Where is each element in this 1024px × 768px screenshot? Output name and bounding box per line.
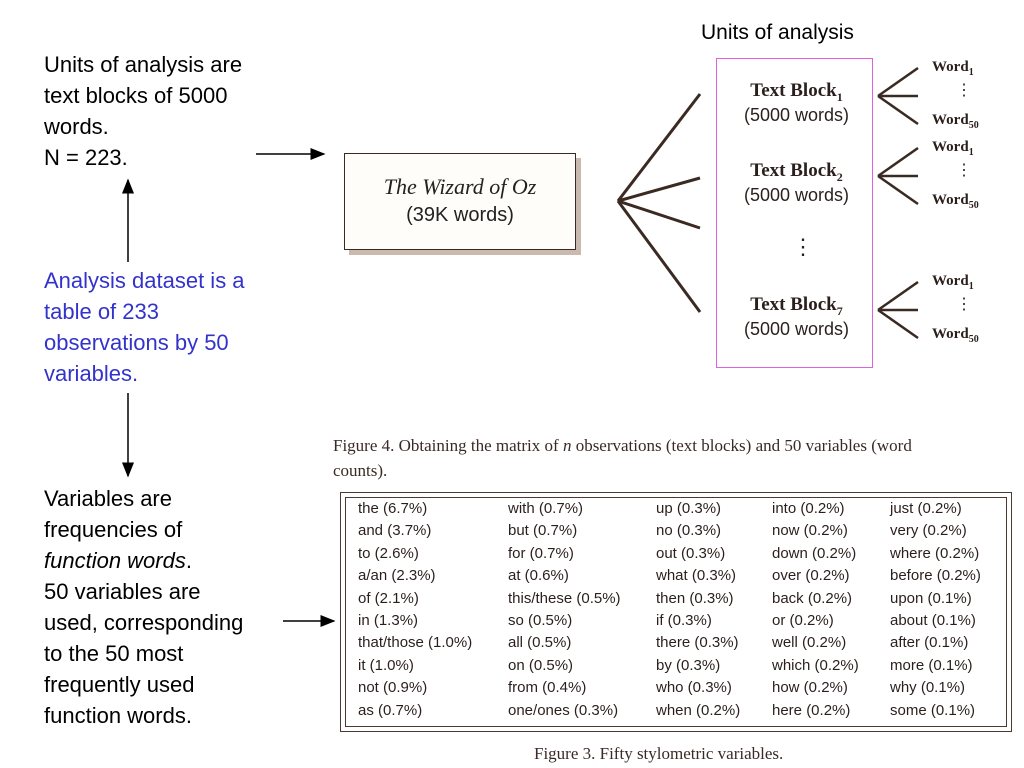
text-block-words: (5000 words) — [743, 184, 850, 205]
table-cell: this/these (0.5%) — [508, 589, 621, 607]
table-cell: not (0.9%) — [358, 679, 428, 697]
figure4-caption — [333, 433, 912, 483]
table-cell: which (0.2%) — [772, 656, 859, 674]
table-cell: in (1.3%) — [358, 611, 419, 629]
units-note-line: N = 223. — [44, 145, 128, 170]
word-sub: 50 — [968, 334, 979, 345]
table-cell: that/those (1.0%) — [358, 634, 473, 652]
word-last — [932, 112, 979, 131]
dataset-note-line: Analysis dataset is a — [44, 268, 245, 293]
text-block-words: (5000 words) — [743, 318, 850, 339]
variables-note-line: frequently used — [44, 672, 195, 697]
table-cell: all (0.5%) — [508, 634, 572, 652]
table-cell: upon (0.1%) — [890, 589, 972, 607]
book-box — [344, 153, 576, 250]
table-cell: if (0.3%) — [656, 611, 712, 629]
table-cell: where (0.2%) — [890, 544, 980, 562]
units-of-analysis-label: Units of analysis — [701, 21, 854, 44]
figure3-caption: Figure 3. Fifty stylometric variables. — [534, 744, 784, 763]
book-word-count: (39K words) — [406, 204, 514, 226]
table-cell: no (0.3%) — [656, 522, 722, 540]
word-sub: 50 — [968, 200, 979, 211]
variables-note-line: frequencies of — [44, 517, 183, 542]
word-sub: 1 — [968, 147, 974, 158]
word-fan-7 — [878, 282, 918, 338]
word-label: Word — [932, 326, 969, 342]
text-block-2 — [724, 160, 869, 206]
table-cell: out (0.3%) — [656, 544, 726, 562]
caption-text: Figure 4. Obtaining the matrix of — [333, 436, 563, 455]
word-sub: 1 — [968, 281, 974, 292]
table-cell: well (0.2%) — [772, 634, 847, 652]
table-cell: what (0.3%) — [656, 567, 737, 585]
variables-note — [44, 483, 243, 731]
table-cell: some (0.1%) — [890, 701, 976, 719]
table-cell: up (0.3%) — [656, 500, 722, 517]
text-block-label: Text Block — [750, 80, 837, 101]
text-block-1 — [724, 80, 869, 126]
caption-italic: n — [562, 436, 572, 455]
table-cell: one/ones (0.3%) — [508, 701, 619, 719]
word-dots: ⋮ — [956, 296, 972, 313]
word-first — [932, 273, 974, 292]
units-note-line: Units of analysis are — [44, 52, 243, 77]
table-cell: so (0.5%) — [508, 611, 573, 629]
text-block-label: Text Block — [750, 160, 837, 181]
word-dots: ⋮ — [956, 82, 972, 99]
table-column — [358, 498, 472, 722]
function-words-italic: function words — [44, 548, 186, 573]
word-label: Word — [932, 139, 969, 155]
table-cell: there (0.3%) — [656, 634, 739, 652]
caption-text: observations (text blocks) and 50 variables (word — [571, 436, 912, 455]
table-cell: when (0.2%) — [656, 701, 741, 719]
table-column — [656, 498, 740, 722]
word-sub: 50 — [968, 120, 979, 131]
units-note-line: words. — [44, 114, 109, 139]
word-label: Word — [932, 59, 969, 75]
table-column — [772, 498, 859, 722]
units-note-line: text blocks of 5000 — [44, 83, 228, 108]
text-block-label: Text Block — [750, 294, 837, 315]
table-cell: on (0.5%) — [508, 656, 574, 674]
table-cell: after (0.1%) — [890, 634, 969, 652]
table-cell: to (2.6%) — [358, 544, 419, 562]
word-label: Word — [932, 112, 969, 128]
table-cell: of (2.1%) — [358, 589, 419, 607]
caption-text: counts). — [333, 461, 388, 480]
dataset-note-line: observations by 50 — [44, 330, 229, 355]
table-cell: over (0.2%) — [772, 567, 850, 585]
table-cell: the (6.7%) — [358, 500, 428, 517]
word-label: Word — [932, 273, 969, 289]
table-cell: then (0.3%) — [656, 589, 734, 607]
dataset-note-line: variables. — [44, 361, 139, 386]
text-block-sub: 1 — [836, 89, 843, 104]
table-cell: very (0.2%) — [890, 522, 967, 540]
table-cell: down (0.2%) — [772, 544, 857, 562]
table-cell: by (0.3%) — [656, 656, 721, 674]
table-cell: into (0.2%) — [772, 500, 845, 517]
variables-note-line: 50 variables are — [44, 579, 201, 604]
book-title: The Wizard of Oz — [383, 174, 537, 199]
word-dots: ⋮ — [956, 162, 972, 179]
table-cell: before (0.2%) — [890, 567, 981, 585]
word-fan-2 — [878, 148, 918, 204]
word-fan-1 — [878, 68, 918, 124]
word-first — [932, 139, 974, 158]
variables-note-line: used, corresponding — [44, 610, 244, 635]
table-cell: and (3.7%) — [358, 522, 432, 540]
text-block-7 — [724, 294, 869, 340]
table-cell: now (0.2%) — [772, 522, 848, 540]
table-cell: as (0.7%) — [358, 701, 423, 719]
word-last — [932, 326, 979, 345]
variables-note-line: Variables are — [44, 486, 172, 511]
table-cell: at (0.6%) — [508, 567, 569, 585]
word-sub: 1 — [968, 67, 974, 78]
units-note — [44, 49, 242, 173]
table-cell: with (0.7%) — [508, 500, 584, 517]
text-block-sub: 7 — [836, 303, 843, 318]
dataset-note — [44, 265, 245, 389]
table-cell: or (0.2%) — [772, 611, 834, 629]
text-block-words: (5000 words) — [743, 104, 850, 125]
variables-note-line: function words. — [44, 703, 192, 728]
table-cell: why (0.1%) — [890, 679, 966, 697]
text-block-sub: 2 — [836, 169, 843, 184]
table-cell: for (0.7%) — [508, 544, 574, 562]
table-cell: about (0.1%) — [890, 611, 976, 629]
blocks-ellipsis: ⋮ — [792, 234, 814, 259]
table-column — [890, 498, 981, 722]
table-cell: back (0.2%) — [772, 589, 853, 607]
table-cell: from (0.4%) — [508, 679, 587, 697]
word-first — [932, 59, 974, 78]
table-cell: a/an (2.3%) — [358, 567, 436, 585]
table-cell: here (0.2%) — [772, 701, 851, 719]
table-cell: who (0.3%) — [656, 679, 732, 697]
table-cell: more (0.1%) — [890, 656, 973, 674]
word-last — [932, 192, 979, 211]
variables-note-line: to the 50 most — [44, 641, 184, 666]
table-cell: but (0.7%) — [508, 522, 578, 540]
period: . — [185, 548, 192, 573]
table-cell: how (0.2%) — [772, 679, 848, 697]
table-column — [508, 498, 621, 722]
word-label: Word — [932, 192, 969, 208]
table-cell: it (1.0%) — [358, 656, 414, 674]
variables-note-line — [44, 545, 243, 576]
dataset-note-line: table of 233 — [44, 299, 159, 324]
table-cell: just (0.2%) — [890, 500, 962, 517]
book-fan — [618, 94, 700, 312]
